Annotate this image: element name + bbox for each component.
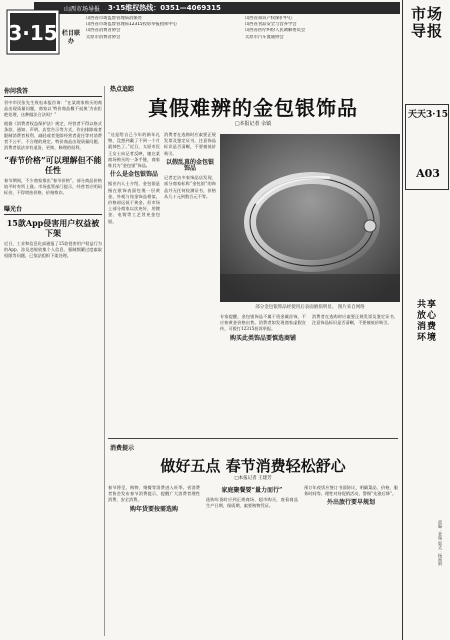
column-divider bbox=[104, 86, 105, 636]
lower-column-2 bbox=[206, 485, 298, 510]
page-number: A03 bbox=[416, 167, 440, 180]
svg-text:3·15: 3·15 bbox=[8, 21, 58, 45]
page-header bbox=[0, 0, 400, 86]
price-article-headline: “春节价格”可以理解但不能任性 bbox=[4, 155, 102, 175]
lower-article bbox=[108, 438, 398, 636]
lower-byline: □本报记者 王建芳 bbox=[234, 476, 272, 481]
bracelet-image bbox=[220, 134, 400, 302]
lower-col3-text: 预订年夜饭应签订书面协议，明确菜品、价格、服务时间等。理性对待促销活动，警惕“先涨后降”。 bbox=[304, 485, 398, 497]
masthead-date: 天天3·15 bbox=[408, 110, 448, 120]
photo-caption: 部分金包银饰品经使用后表面磨损明显。 图片来自网络 bbox=[255, 305, 365, 310]
app-article-headline: 15款App侵害用户权益被下架 bbox=[6, 218, 100, 238]
lower-headline: 做好五点 春节消费轻松舒心 bbox=[160, 457, 346, 475]
sponsor-item: 山西省食品安全与营养学会 bbox=[245, 22, 297, 28]
main-col1-subhead: 什么是金包银饰品 bbox=[109, 171, 158, 179]
lower-col3-subhead: 外出旅行要早规划 bbox=[326, 499, 375, 507]
masthead-slogan: 共享放心消费环境 bbox=[416, 300, 437, 343]
masthead-title: 市场导报 bbox=[410, 5, 443, 40]
lower-column-3 bbox=[304, 485, 398, 510]
sponsor-item: 太原市消费者协会 bbox=[86, 34, 121, 40]
main-col2-subhead: 以假乱真的金包银饰品 bbox=[165, 158, 214, 173]
app-article-text: 近日，工业和信息化部通报了15款侵害用户权益行为的App，涉及违规收集个人信息、强制频繁过度索取权限等问题，已依法组织下架处理。 bbox=[4, 241, 102, 258]
consumer-tips-tag: 消费提示 bbox=[110, 445, 135, 452]
main-article bbox=[108, 86, 398, 436]
hot-tracking-tag: 热点追踪 bbox=[110, 86, 135, 93]
main-col1-text-b: 据业内人士介绍，金包银是指在银饰表面包裹一层黄金，外观与纯金饰品相似，价格却远低于黄金。但市场上部分商家以次充好，用镀金、电铸等工艺冒充金包银。 bbox=[108, 181, 160, 224]
main-column-2 bbox=[164, 132, 216, 200]
qa-answer: 根据《消费者权益保护法》规定，经营者不得以格式条款、通知、声明、店堂告示等方式，作出排除或者限制消费者权利、减轻或者免除经营者责任等对消费者不公平、不合理的规定。特价商品出现质量问题，消费者依法享有退货、更换、修理的权利。 bbox=[4, 121, 102, 150]
date-box bbox=[405, 104, 449, 190]
exposure-section-tag: 曝光台 bbox=[4, 204, 102, 215]
sponsor-list bbox=[86, 16, 400, 41]
main-col3-text: 专家提醒，金包银饰品不属于贵金属首饰，不应按黄金价格出售。消费者如发现商家虚假宣传，可拨打12315投诉举报。 bbox=[220, 314, 306, 332]
sponsor-item: 山西省市场监督管理局消保处 bbox=[86, 16, 142, 21]
lower-col1-text: 春节将至，购物、聚餐等消费进入旺季。省消费者协会发布春节消费提示，提醒广大消费者理性消费、安全消费。 bbox=[108, 485, 200, 503]
left-column bbox=[4, 86, 102, 636]
hotline-bar bbox=[34, 2, 400, 14]
sponsor-item: 太原市汽车流通协会 bbox=[245, 34, 284, 40]
lower-col1-subhead: 购年货要按需选购 bbox=[129, 505, 178, 513]
lower-col2-text: 选购年货时应到正规商场、超市购买，查看商品生产日期、保质期，索要购物凭证。 bbox=[206, 497, 298, 509]
sponsor-item: 山西省市场监督管理局12315投诉举报指挥中心 bbox=[86, 22, 178, 28]
masthead bbox=[402, 0, 450, 640]
main-col2-text-b: 记者走访多家饰品店发现，部分商家标称“金包银”的饰品并无任何检测证书，价格从几十元到数百元不等。 bbox=[164, 175, 216, 199]
lower-column-1 bbox=[108, 485, 200, 516]
section-label: 山西市场导报 bbox=[64, 5, 101, 13]
hotline-text: 3·15维权热线：0351—4069315 bbox=[108, 4, 221, 12]
main-column-1 bbox=[108, 132, 160, 225]
main-col2-text: 消费者在选购时应索要正规发票及鉴定证书，注意饰品标识是否清晰，不要被低价吸引。 bbox=[164, 132, 216, 156]
main-headline: 真假难辨的金包银饰品 bbox=[148, 96, 358, 120]
main-column-3 bbox=[220, 314, 306, 345]
column-logo bbox=[6, 4, 60, 56]
sponsor-item: 山西省医疗纠纷人民调解委员会 bbox=[245, 28, 306, 34]
main-col3-subhead: 购买此类饰品要慎选商铺 bbox=[229, 334, 296, 342]
qa-intro: 晋中市民张先生致电本报咨询：“在某商家购买的商品出现质量问题，商家以‘特价商品概不退换’为由拒绝处理，这种做法合法吗？” bbox=[4, 100, 102, 117]
lower-col2-subhead: 家庭聚餐要“量力而行” bbox=[221, 487, 283, 494]
jewelry-photo bbox=[220, 134, 400, 302]
main-byline: □本报记者 余镇 bbox=[234, 121, 272, 127]
editor-info: 责编：姜瑞 版式：杨丽娟 bbox=[438, 520, 443, 566]
logo-315-icon bbox=[6, 4, 60, 56]
sponsor-item: 山西省消费者协会 bbox=[86, 28, 121, 34]
main-col4-text: 消费者在选购时应索要正规发票及鉴定证书，注意饰品标识是否清晰，不要被低价吸引。 bbox=[312, 314, 398, 326]
sponsor-item: 山西省知识产权保护中心 bbox=[245, 16, 293, 21]
main-column-4 bbox=[312, 314, 398, 326]
price-article-text: 春节期间，不少商家推出“春节价格”，部分商品价格较平时有所上涨。市场监管部门提示，经营者应明码标价，不得哄抬价格、价格欺诈。 bbox=[4, 178, 102, 195]
main-col1-text: “这是给自己今年的新年礼物，没想到戴了不到一个月就掉色了。”近日，太原市民王女士向记者反映，她在某商场购买的一条手链，商家称其为“金包银”饰品。 bbox=[108, 132, 160, 169]
qa-section-tag: 你问我答 bbox=[4, 86, 102, 97]
column-tag: 栏目联办 bbox=[61, 30, 80, 45]
